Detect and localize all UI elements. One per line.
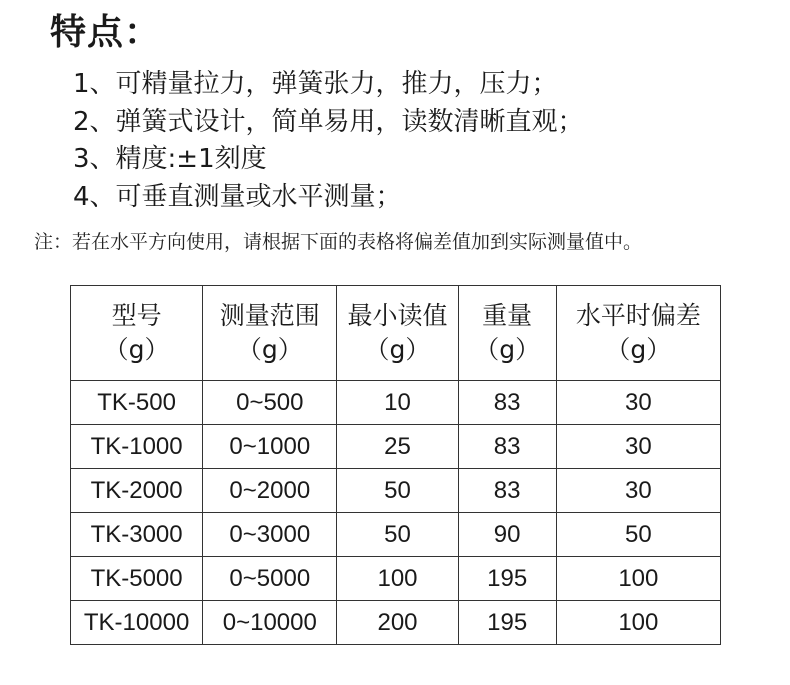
table-row (71, 425, 721, 469)
header-unit: （g） (605, 335, 672, 364)
cell-min-reading: 50 (337, 513, 458, 557)
cell-deviation: 100 (556, 557, 720, 601)
cell-deviation: 30 (556, 425, 720, 469)
cell-weight: 195 (458, 601, 556, 645)
cell-weight: 90 (458, 513, 556, 557)
header-label: 水平时偏差 (575, 301, 701, 330)
cell-deviation: 30 (556, 381, 720, 425)
header-unit: （g） (474, 335, 541, 364)
table-row (71, 469, 721, 513)
cell-weight: 195 (458, 557, 556, 601)
header-unit: （g） (236, 335, 303, 364)
cell-deviation: 100 (556, 601, 720, 645)
cell-range: 0~1000 (203, 425, 337, 469)
cell-range: 0~500 (203, 381, 337, 425)
table-row (71, 513, 721, 557)
feature-item: 2、弹簧式设计，简单易用，读数清晰直观； (73, 106, 584, 137)
cell-min-reading: 50 (337, 469, 458, 513)
cell-range: 0~10000 (203, 601, 337, 645)
header-model (71, 286, 203, 381)
cell-model: TK-1000 (71, 425, 203, 469)
cell-weight: 83 (458, 469, 556, 513)
cell-deviation: 50 (556, 513, 720, 557)
feature-item: 3、精度:±1刻度 (73, 144, 267, 174)
header-unit: （g） (364, 335, 431, 364)
cell-model: TK-5000 (71, 557, 203, 601)
header-label: 最小读值 (347, 301, 448, 330)
header-unit: （g） (103, 335, 170, 364)
header-range (203, 286, 337, 381)
cell-min-reading: 25 (337, 425, 458, 469)
table-row (71, 557, 721, 601)
feature-item: 1、可精量拉力，弹簧张力，推力，压力； (73, 69, 558, 99)
cell-deviation: 30 (556, 469, 720, 513)
cell-min-reading: 10 (337, 381, 458, 425)
cell-weight: 83 (458, 425, 556, 469)
header-label: 型号 (111, 301, 162, 330)
cell-model: TK-500 (71, 381, 203, 425)
header-label: 测量范围 (219, 301, 320, 330)
table-row (71, 601, 721, 645)
feature-item: 4、可垂直测量或水平测量； (73, 181, 402, 212)
feature-list (73, 66, 584, 216)
cell-min-reading: 100 (337, 557, 458, 601)
page-title: 特点： (50, 12, 162, 53)
cell-model: TK-3000 (71, 513, 203, 557)
header-label: 重量 (482, 301, 533, 330)
cell-min-reading: 200 (337, 601, 458, 645)
header-horizontal-deviation (556, 286, 720, 381)
cell-weight: 83 (458, 381, 556, 425)
table-row (71, 381, 721, 425)
cell-range: 0~5000 (203, 557, 337, 601)
table-header-row (71, 286, 721, 381)
usage-note: 注：若在水平方向使用，请根据下面的表格将偏差值加到实际测量值中。 (34, 231, 643, 253)
cell-model: TK-2000 (71, 469, 203, 513)
cell-range: 0~3000 (203, 513, 337, 557)
cell-range: 0~2000 (203, 469, 337, 513)
header-weight (458, 286, 556, 381)
header-min-reading (337, 286, 458, 381)
cell-model: TK-10000 (71, 601, 203, 645)
spec-table (70, 285, 721, 645)
